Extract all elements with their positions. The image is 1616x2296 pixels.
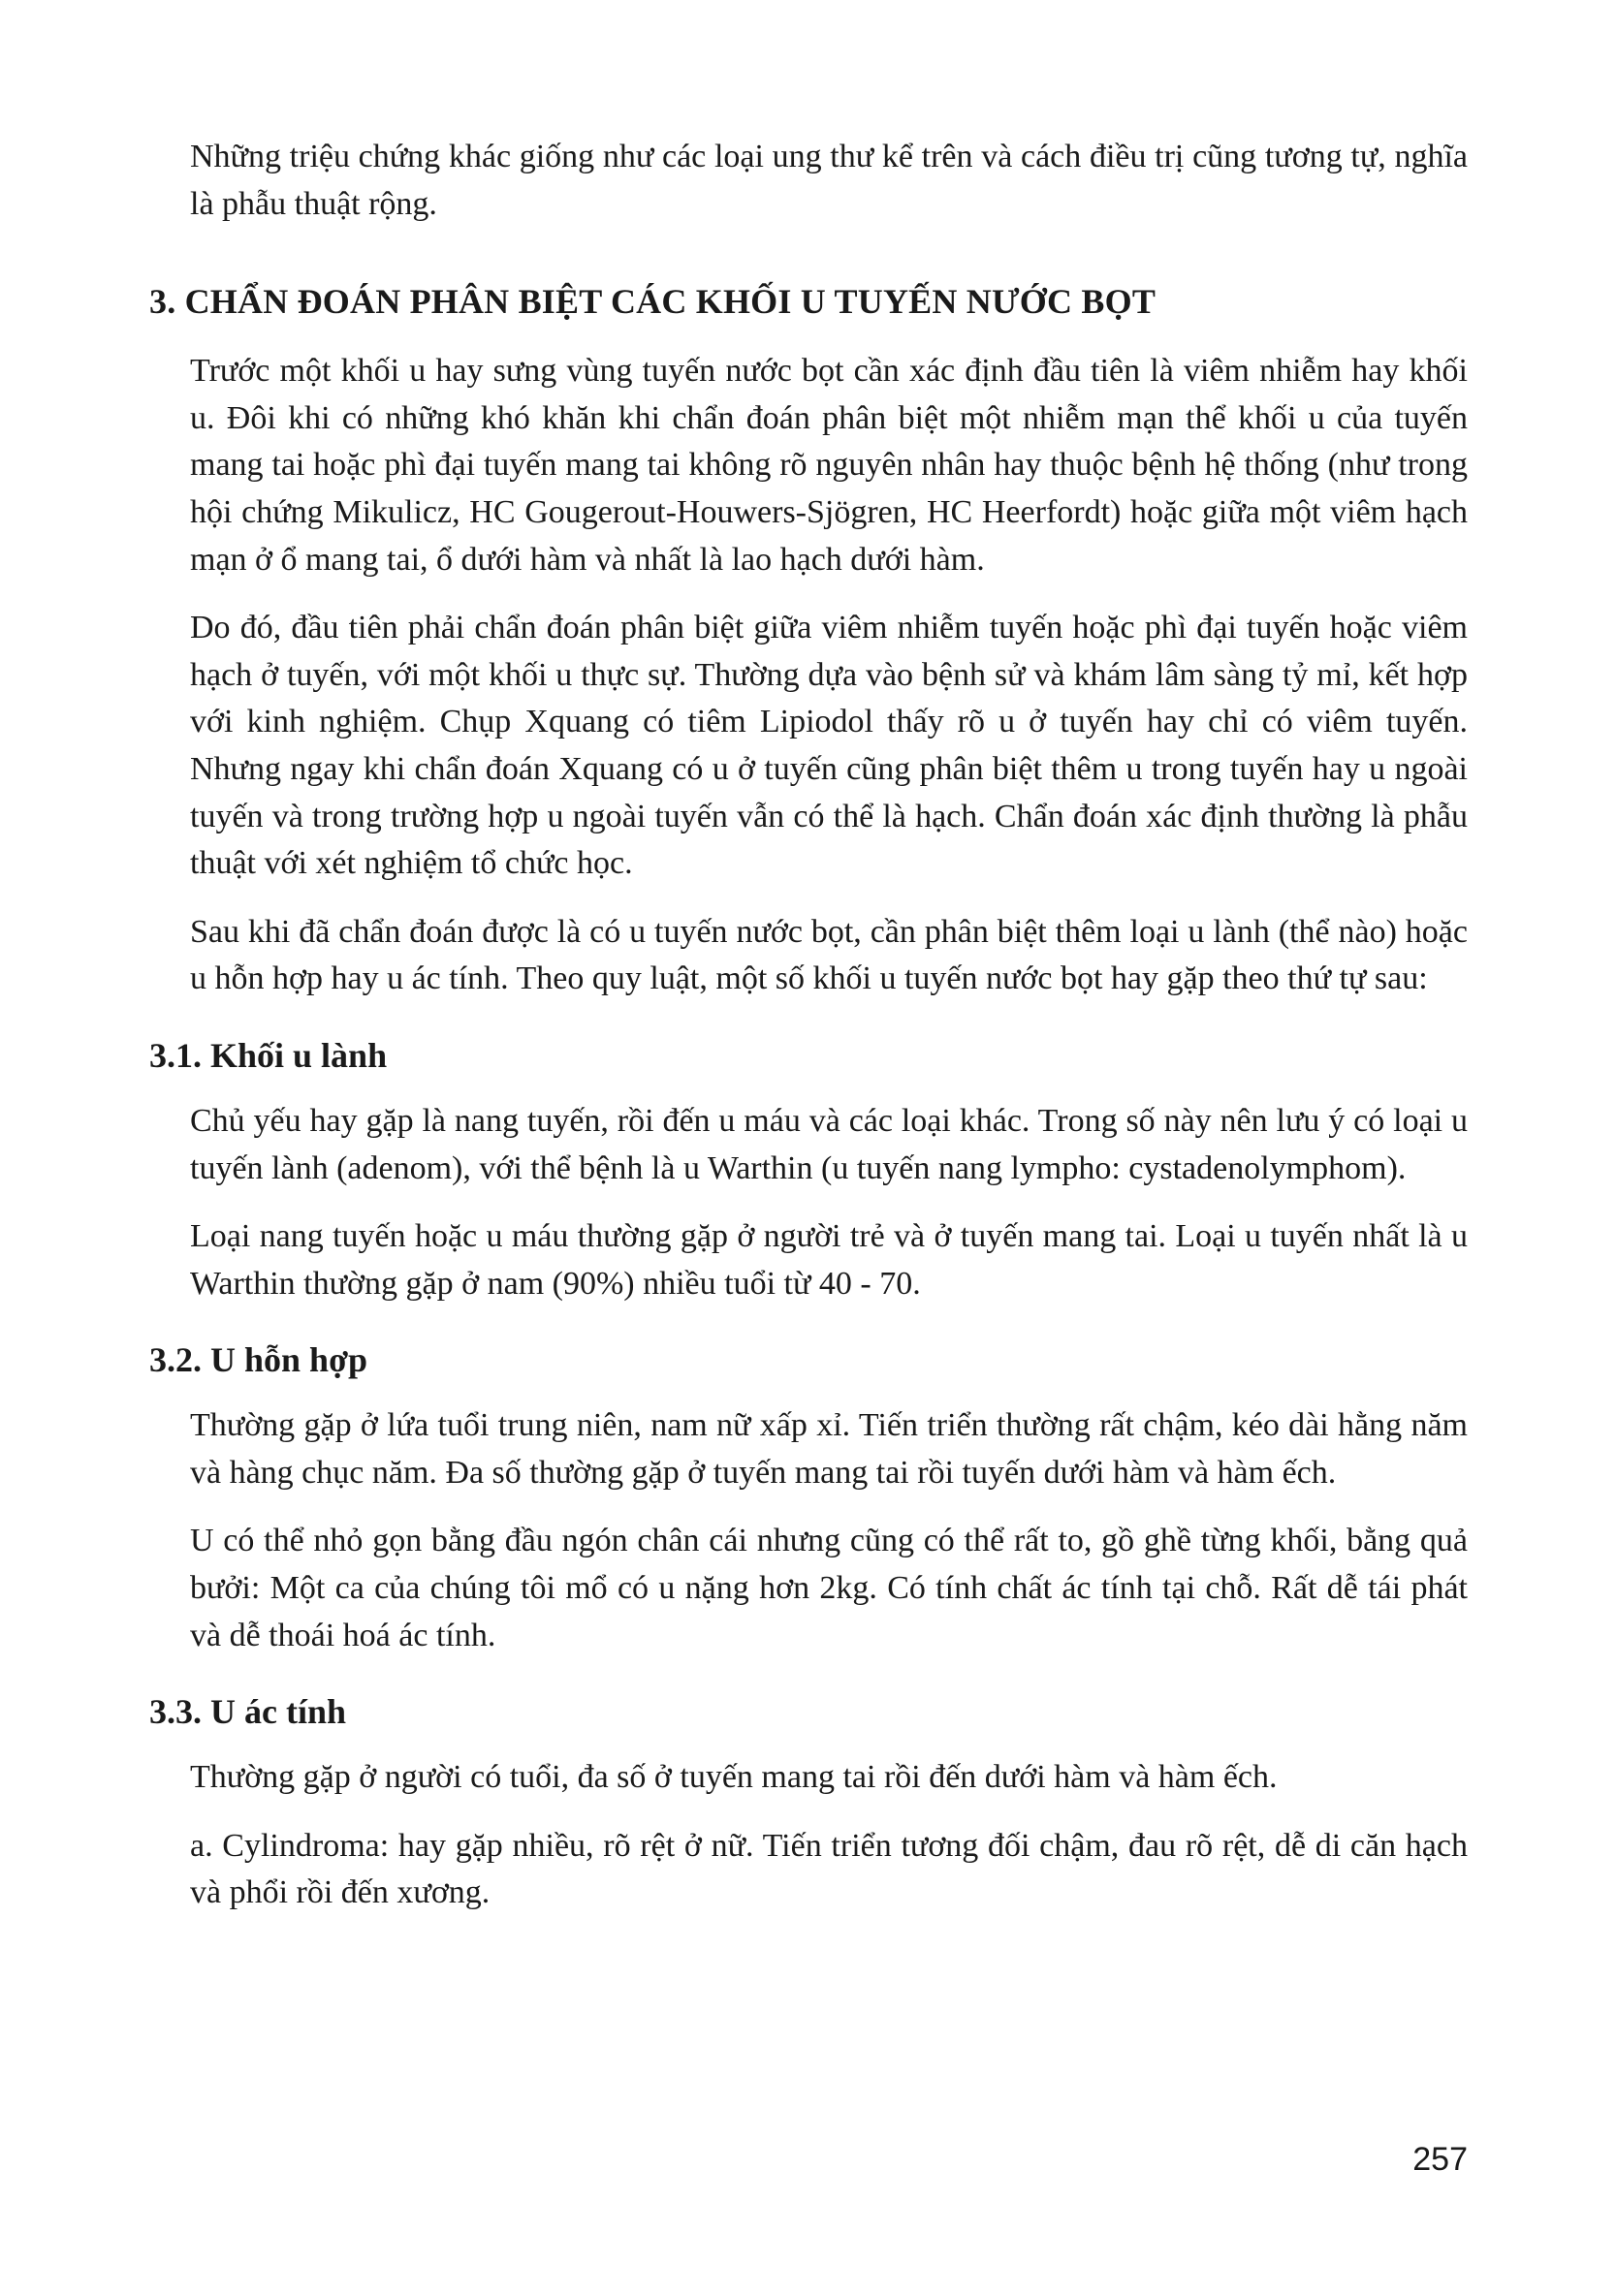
page-body <box>149 134 1468 1917</box>
section-3-2-paragraph-2: U có thể nhỏ gọn bằng đầu ngón chân cái nhưng cũng có thể rất to, gồ ghề từng khối, bằng quả bưởi: Một ca của chúng tôi mổ có u nặng hơn 2kg. Có tính chất ác tính tại chỗ. Rất dễ tái phát và dễ thoái hoá ác tính. <box>190 1523 1468 1653</box>
section-3-1-paragraph-1: Chủ yếu hay gặp là nang tuyến, rồi đến u máu và các loại khác. Trong số này nên lưu ý có loại u tuyến lành (adenom), với thể bệnh là u Warthin (u tuyến nang lympho: cystadenolymphom). <box>190 1102 1468 1186</box>
section-3-3-paragraph-2: a. Cylindroma: hay gặp nhiều, rõ rệt ở nữ. Tiến triển tương đối chậm, đau rõ rệt, dễ di căn hạch và phổi rồi đến xương. <box>190 1827 1468 1911</box>
section-3-heading: 3. CHẨN ĐOÁN PHÂN BIỆT CÁC KHỐI U TUYẾN NƯỚC BỌT <box>149 282 1157 322</box>
intro-paragraph: Những triệu chứng khác giống như các loại ung thư kể trên và cách điều trị cũng tương tự, nghĩa là phẫu thuật rộng. <box>190 139 1468 222</box>
section-3-2-heading: 3.2. U hỗn hợp <box>149 1340 368 1380</box>
page-number: 257 <box>1412 2141 1468 2178</box>
section-3-2-paragraph-1: Thường gặp ở lứa tuổi trung niên, nam nữ xấp xỉ. Tiến triển thường rất chậm, kéo dài hằng năm và hàng chục năm. Đa số thường gặp ở tuyến mang tai rồi tuyến dưới hàm và hàm ếch. <box>190 1407 1468 1491</box>
section-3-1-heading: 3.1. Khối u lành <box>149 1035 388 1075</box>
section-3-paragraph-1: Trước một khối u hay sưng vùng tuyến nước bọt cần xác định đầu tiên là viêm nhiễm hay khối u. Đôi khi có những khó khăn khi chẩn đoán phân biệt một nhiễm mạn thể khối u của tuyến mang tai hoặc phì đại tuyến mang tai không rõ nguyên nhân hay thuộc bệnh hệ thống (như trong hội chứng Mikulicz, HC Gougerout-Houwers-Sjögren, HC Heerfordt) hoặc giữa một viêm hạch mạn ở ổ mang tai, ổ dưới hàm và nhất là lao hạch dưới hàm. <box>190 353 1468 578</box>
section-3-paragraph-2: Do đó, đầu tiên phải chẩn đoán phân biệt giữa viêm nhiễm tuyến hoặc phì đại tuyến hoặc viêm hạch ở tuyến, với một khối u thực sự. Thường dựa vào bệnh sử và khám lâm sàng tỷ mỉ, kết hợp với kinh nghiệm. Chụp Xquang có tiêm Lipiodol thấy rõ u ở tuyến hay chỉ có viêm tuyến. Nhưng ngay khi chẩn đoán Xquang có u ở tuyến cũng phân biệt thêm u trong tuyến hay u ngoài tuyến và trong trường hợp u ngoài tuyến vẫn có thể là hạch. Chẩn đoán xác định thường là phẫu thuật với xét nghiệm tổ chức học. <box>190 610 1468 882</box>
section-3-paragraph-3: Sau khi đã chẩn đoán được là có u tuyến nước bọt, cần phân biệt thêm loại u lành (thể nào) hoặc u hỗn hợp hay u ác tính. Theo quy luật, một số khối u tuyến nước bọt hay gặp theo thứ tự sau: <box>190 913 1468 997</box>
section-3-1-paragraph-2: Loại nang tuyến hoặc u máu thường gặp ở người trẻ và ở tuyến mang tai. Loại u tuyến nhất là u Warthin thường gặp ở nam (90%) nhiều tuổi từ 40 - 70. <box>190 1218 1468 1302</box>
section-3-3-paragraph-1: Thường gặp ở người có tuổi, đa số ở tuyến mang tai rồi đến dưới hàm và hàm ếch. <box>190 1759 1278 1796</box>
section-3-3-heading: 3.3. U ác tính <box>149 1692 347 1732</box>
